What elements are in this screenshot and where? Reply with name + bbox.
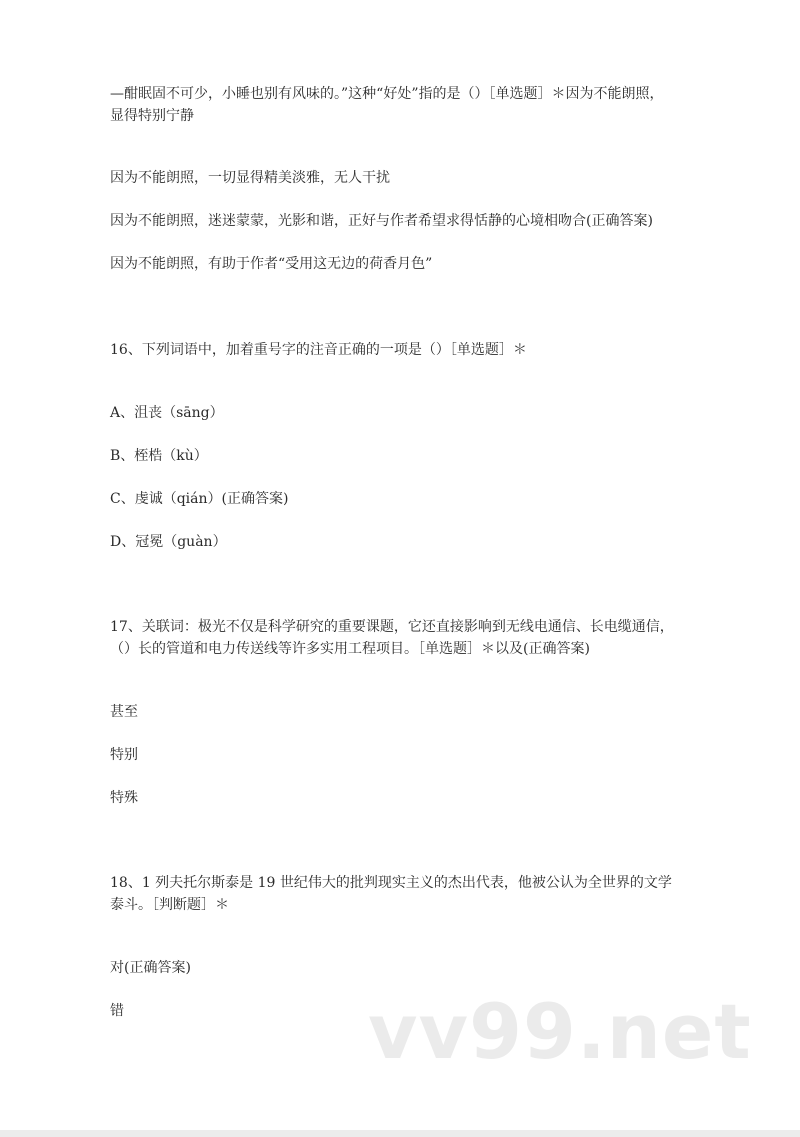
q15-option-1[interactable]: 因为不能朗照，一切显得精美淡雅，无人干扰 <box>110 170 390 186</box>
q16-option-d[interactable]: D、冠冕（guàn） <box>110 534 227 550</box>
q16-stem: 16、下列词语中，加着重号字的注音正确的一项是（）［单选题］＊ <box>110 342 527 358</box>
q17-option-3[interactable]: 特殊 <box>110 790 138 806</box>
q17-stem-line2: （）长的管道和电力传送线等许多实用工程项目。［单选题］＊以及(正确答案) <box>110 641 590 657</box>
q16-option-b[interactable]: B、桎梏（kù） <box>110 448 208 464</box>
q15-stem-line2: 显得特别宁静 <box>110 108 194 124</box>
q15-option-2[interactable]: 因为不能朗照，迷迷蒙蒙，光影和谐，正好与作者希望求得恬静的心境相吻合(正确答案) <box>110 213 653 229</box>
q18-option-false[interactable]: 错 <box>110 1003 124 1019</box>
q16-option-c[interactable]: C、虔诚（qián）(正确答案) <box>110 491 289 507</box>
q18-option-true[interactable]: 对(正确答案) <box>110 960 191 976</box>
q18-stem-line1: 18、1 列夫托尔斯泰是 19 世纪伟大的批判现实主义的杰出代表，他被公认为全世界的文学 <box>110 875 672 891</box>
q17-option-2[interactable]: 特别 <box>110 747 138 763</box>
q17-stem-line1: 17、关联词：极光不仅是科学研究的重要课题，它还直接影响到无线电通信、长电缆通信， <box>110 619 674 635</box>
q18-stem-line2: 泰斗。［判断题］＊ <box>110 897 229 913</box>
watermark: vv99.net <box>368 987 752 1076</box>
q15-option-3[interactable]: 因为不能朗照，有助于作者“受用这无边的荷香月色” <box>110 256 433 272</box>
page-bottom-divider <box>0 1130 800 1137</box>
q15-stem-line1: —酣眠固不可少，小睡也别有风味的。”这种“好处”指的是（）［单选题］＊因为不能朗照， <box>110 86 664 102</box>
q17-option-1[interactable]: 甚至 <box>110 704 138 720</box>
q16-option-a[interactable]: A、沮丧（sāng） <box>110 405 224 421</box>
